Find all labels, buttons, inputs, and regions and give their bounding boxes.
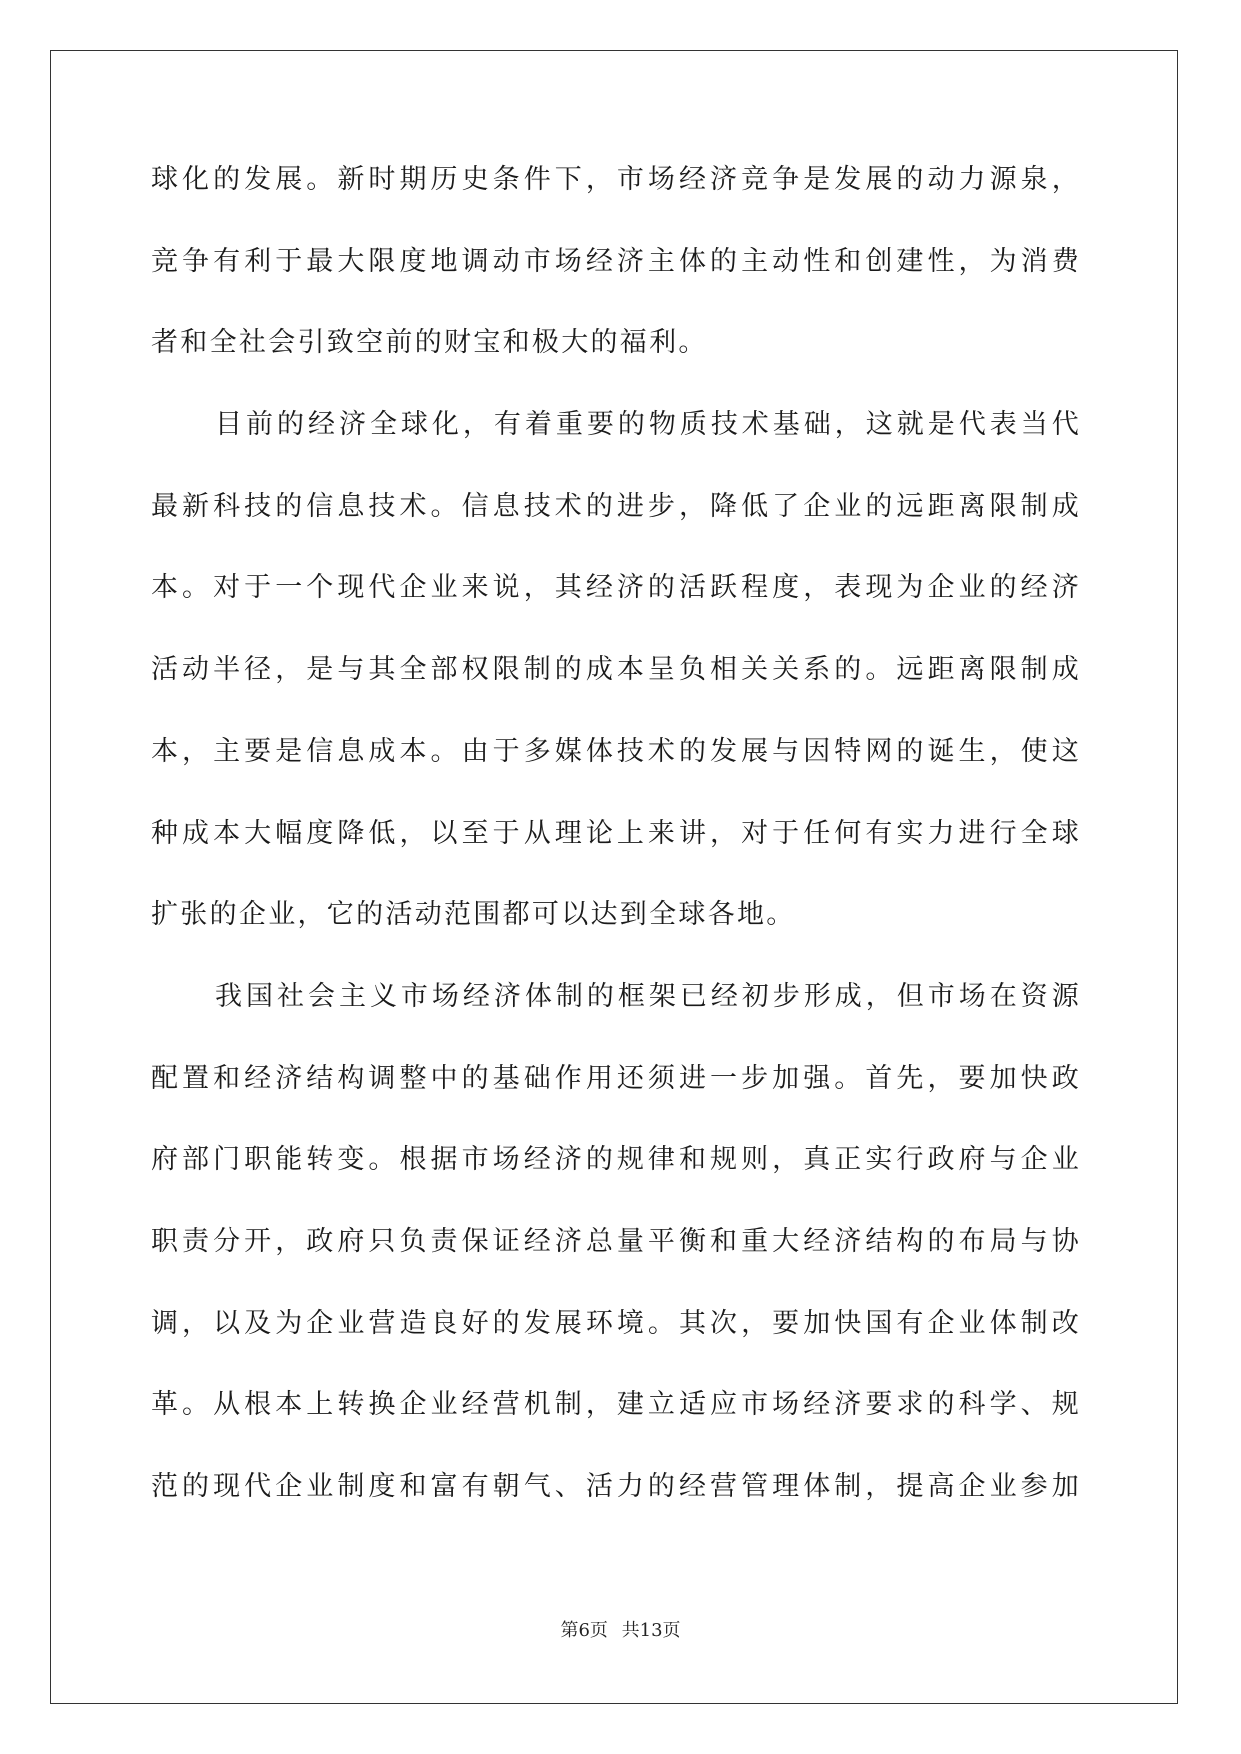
text-line: 本。对于一个现代企业来说，其经济的活跃程度，表现为企业的经济 [151, 572, 1081, 604]
text-line: 最新科技的信息技术。信息技术的进步，降低了企业的远距离限制成 [151, 490, 1081, 522]
text-line: 配置和经济结构调整中的基础作用还须进一步加强。首先，要加快政 [151, 1062, 1081, 1094]
text-line: 调，以及为企业营造良好的发展环境。其次，要加快国有企业体制改 [151, 1307, 1081, 1339]
page-footer [0, 1616, 1241, 1642]
page-total: 共13页 [621, 1620, 681, 1641]
text-line: 种成本大幅度降低，以至于从理论上来讲，对于任何有实力进行全球 [151, 817, 1081, 849]
text-line: 竞争有利于最大限度地调动市场经济主体的主动性和创建性，为消费 [151, 245, 1081, 277]
text-line: 扩张的企业，它的活动范围都可以达到全球各地。 [151, 899, 796, 931]
text-line: 范的现代企业制度和富有朝气、活力的经营管理体制，提高企业参加 [151, 1471, 1081, 1502]
text-line: 球化的发展。新时期历史条件下，市场经济竞争是发展的动力源泉， [151, 164, 1081, 195]
text-line: 革。从根本上转换企业经营机制，建立适应市场经济要求的科学、规 [151, 1389, 1081, 1421]
paragraph [151, 977, 1081, 1549]
document-body [151, 160, 1081, 1549]
text-line: 本，主要是信息成本。由于多媒体技术的发展与因特网的诞生，使这 [151, 735, 1081, 767]
text-line: 活动半径，是与其全部权限制的成本呈负相关关系的。远距离限制成 [151, 654, 1081, 686]
text-line: 我国社会主义市场经济体制的框架已经初步形成，但市场在资源 [215, 980, 1081, 1012]
paragraph [151, 160, 1081, 405]
page-number: 第6页 [560, 1620, 608, 1641]
paragraph [151, 405, 1081, 977]
text-line: 者和全社会引致空前的财宝和极大的福利。 [151, 327, 708, 359]
text-line: 职责分开，政府只负责保证经济总量平衡和重大经济结构的布局与协 [151, 1225, 1081, 1257]
text-line: 府部门职能转变。根据市场经济的规律和规则，真正实行政府与企业 [151, 1144, 1081, 1176]
text-line: 目前的经济全球化，有着重要的物质技术基础，这就是代表当代 [215, 409, 1081, 441]
